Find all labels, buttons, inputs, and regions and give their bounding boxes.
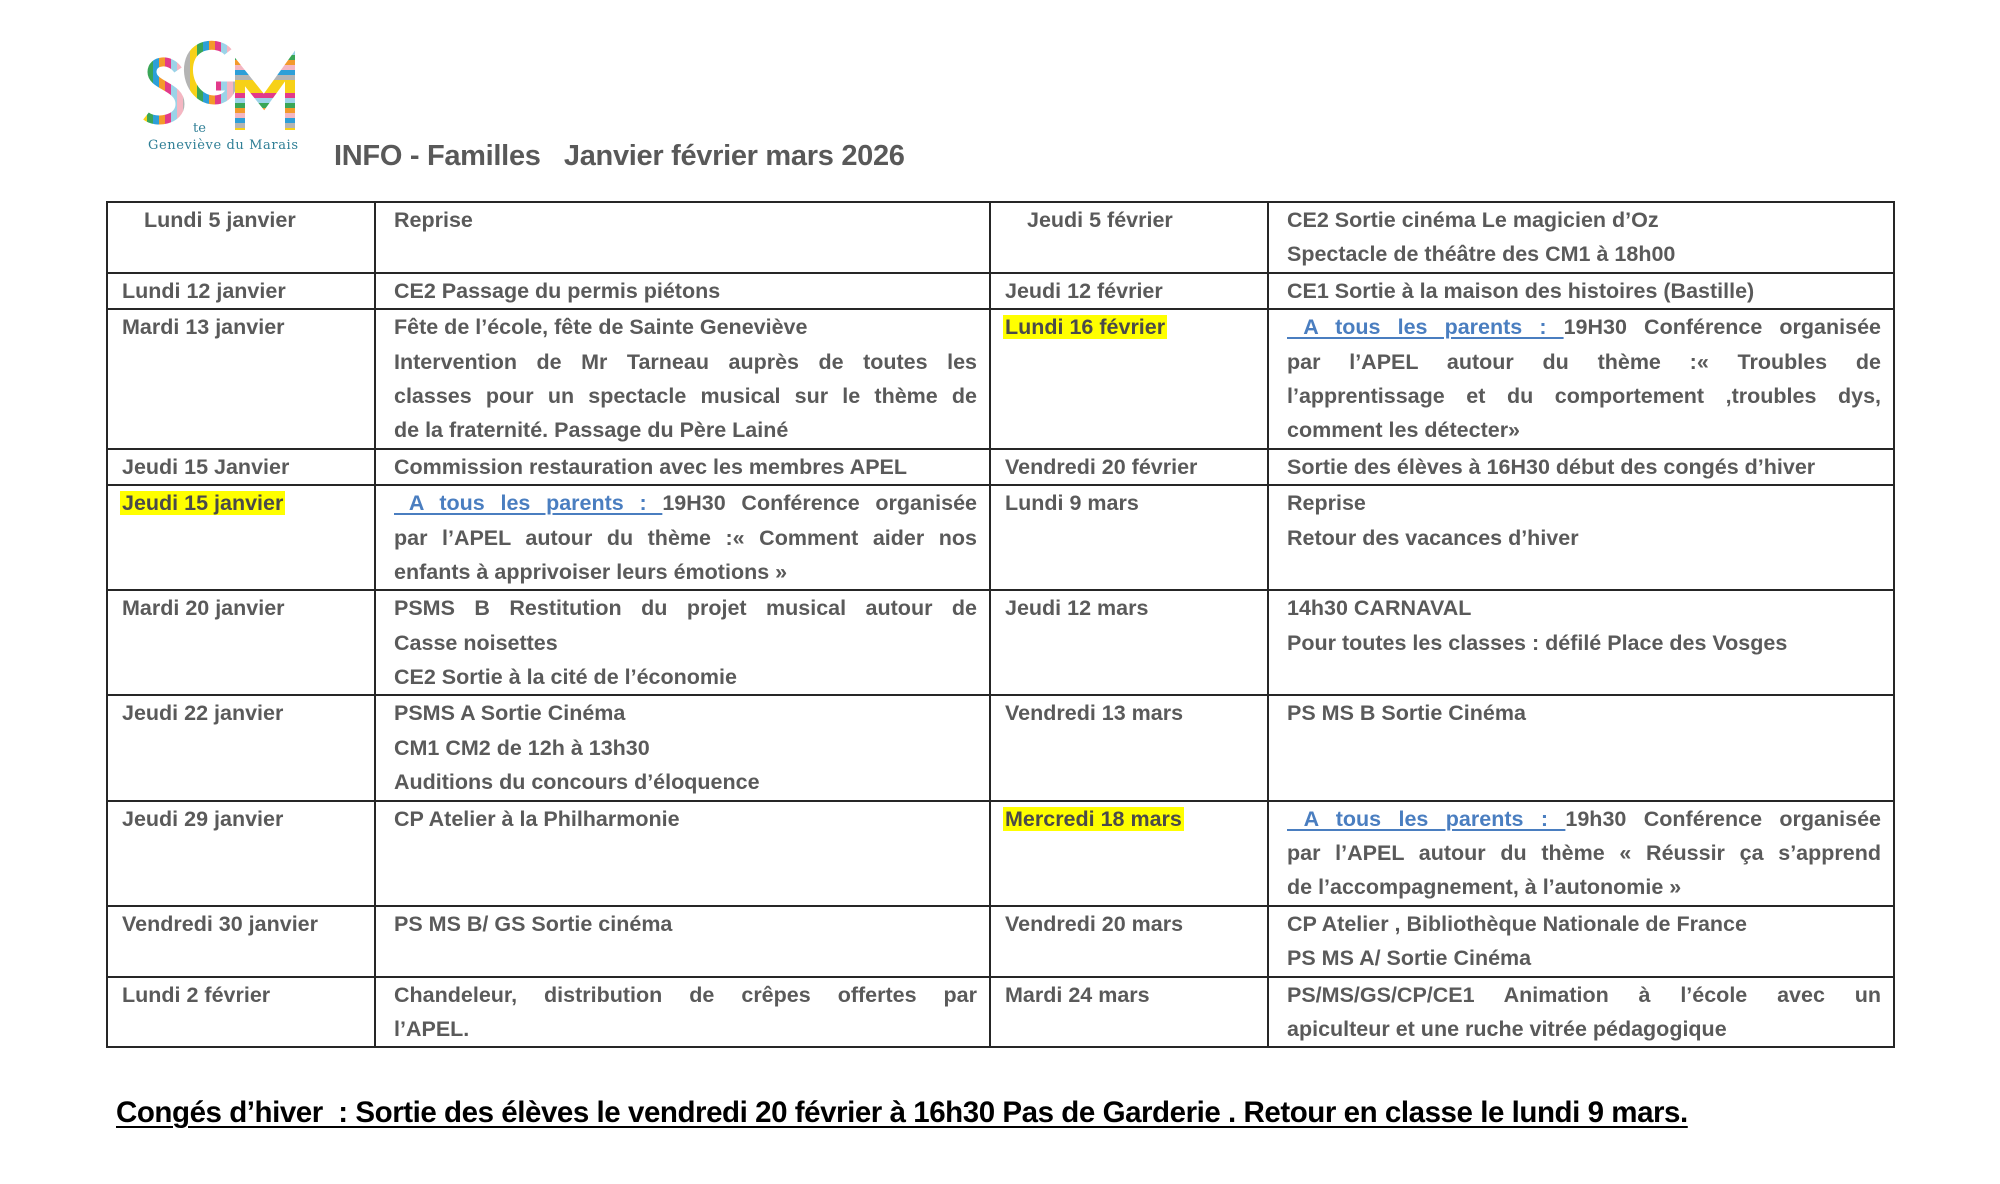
event-date: Mardi 24 mars — [1005, 982, 1150, 1007]
event-date-cell — [107, 449, 375, 485]
event-description-text: CP Atelier à la Philharmonie — [394, 806, 680, 831]
event-date-cell — [107, 906, 375, 977]
event-date-cell — [990, 485, 1268, 590]
event-date: Vendredi 20 mars — [1005, 911, 1184, 936]
event-description-cell — [1268, 906, 1894, 977]
event-date-cell — [990, 906, 1268, 977]
parents-notice-link[interactable]: A tous les parents : — [1287, 315, 1564, 340]
event-description-text: Intervention de Mr Tarneau auprès de toutes les — [394, 349, 977, 374]
event-description-text: par l’APEL autour du thème :« Troubles de — [1287, 349, 1881, 374]
event-description-text: Retour des vacances d’hiver — [1287, 525, 1579, 550]
event-description-line — [1287, 591, 1881, 625]
event-description-line — [394, 696, 977, 730]
event-description-text: 14h30 CARNAVAL — [1287, 596, 1472, 621]
event-description-line — [394, 765, 977, 799]
event-description-line — [1287, 274, 1881, 308]
event-description-text: CE1 Sortie à la maison des histoires (Bastille) — [1287, 278, 1755, 303]
event-date-cell — [107, 485, 375, 590]
event-description-cell — [375, 309, 990, 449]
event-description-cell — [1268, 273, 1894, 309]
agenda-row — [107, 590, 1894, 695]
agenda-row — [107, 801, 1894, 906]
event-date-cell — [990, 202, 1268, 273]
event-description-text: apiculteur et une ruche vitrée pédagogique — [1287, 1016, 1727, 1041]
event-description-line — [1287, 379, 1881, 413]
event-description-line — [1287, 450, 1881, 484]
winter-break-note: Congés d’hiver : Sortie des élèves le vendredi 20 février à 16h30 Pas de Garderie . Retour en classe le lundi 9 mars. — [116, 1096, 1688, 1129]
event-description-text: CE2 Passage du permis piétons — [394, 278, 721, 303]
event-description-cell — [375, 449, 990, 485]
event-date: Lundi 5 janvier — [144, 208, 296, 232]
event-date: Jeudi 29 janvier — [122, 806, 284, 831]
event-description-text: Commission restauration avec les membres APEL — [394, 454, 908, 479]
event-date: Jeudi 15 Janvier — [122, 454, 290, 479]
event-description-line — [1287, 626, 1881, 660]
logo-letter-g — [188, 45, 232, 100]
event-date: Mardi 13 janvier — [122, 315, 285, 340]
event-description-text: enfants à apprivoiser leurs émotions » — [394, 559, 788, 584]
event-description-line — [394, 521, 977, 555]
event-description-cell — [375, 273, 990, 309]
event-date: Jeudi 12 février — [1005, 278, 1163, 303]
event-date-cell — [990, 977, 1268, 1048]
event-description-line — [394, 274, 977, 308]
event-description-cell — [375, 202, 990, 273]
event-description-line — [394, 203, 977, 237]
parents-notice-link[interactable]: A tous les parents : — [1287, 806, 1566, 831]
event-description-cell — [1268, 309, 1894, 449]
event-description-text: Sortie des élèves à 16H30 début des congés d’hiver — [1287, 454, 1816, 479]
event-description-text: Reprise — [1287, 491, 1366, 516]
event-date: Mardi 20 janvier — [122, 596, 285, 621]
event-description-text: PS MS B/ GS Sortie cinéma — [394, 911, 673, 936]
agenda-row — [107, 485, 1894, 590]
event-date: Jeudi 12 mars — [1005, 596, 1149, 621]
event-description-text: 19h30 Conférence organisée — [1565, 806, 1881, 831]
event-description-line — [394, 1012, 977, 1046]
event-date-cell — [107, 590, 375, 695]
agenda-row — [107, 695, 1894, 800]
event-description-text: par l’APEL autour du thème « Réussir ça s’apprend — [1287, 841, 1881, 866]
event-date-cell — [107, 801, 375, 906]
school-logo — [140, 40, 310, 160]
event-description-line — [1287, 870, 1881, 904]
event-description-line — [1287, 345, 1881, 379]
logo-letter-m — [240, 66, 290, 130]
event-description-line — [394, 310, 977, 344]
event-date-highlighted: Jeudi 15 janvier — [122, 491, 284, 516]
event-description-line — [394, 626, 977, 660]
event-description-line — [394, 345, 977, 379]
event-description-line — [1287, 978, 1881, 1012]
event-date: Jeudi 22 janvier — [122, 701, 284, 726]
logo-superscript: te — [193, 121, 206, 136]
event-description-line — [394, 802, 977, 836]
event-date-cell — [990, 309, 1268, 449]
event-description-text: Pour toutes les classes : défilé Place des Vosges — [1287, 630, 1788, 655]
event-description-text: PSMS B Restitution du projet musical autour de — [394, 596, 977, 621]
event-description-cell — [1268, 977, 1894, 1048]
event-date: Vendredi 30 janvier — [122, 911, 318, 936]
event-date: Lundi 2 février — [122, 982, 271, 1007]
event-description-line — [394, 907, 977, 941]
sgm-logo-mark — [140, 40, 310, 140]
event-description-line — [394, 413, 977, 447]
event-description-text: CM1 CM2 de 12h à 13h30 — [394, 735, 650, 760]
agenda-row — [107, 309, 1894, 449]
event-description-line — [1287, 310, 1881, 344]
event-description-text: CP Atelier , Bibliothèque Nationale de France — [1287, 911, 1747, 936]
event-description-text: PS MS B Sortie Cinéma — [1287, 701, 1526, 726]
agenda-row — [107, 202, 1894, 273]
event-description-text: 19H30 Conférence organisée — [662, 491, 977, 516]
event-date: Jeudi 5 février — [1027, 208, 1173, 232]
event-date-highlighted: Lundi 16 février — [1005, 315, 1166, 340]
event-description-line — [1287, 696, 1881, 730]
agenda-row — [107, 273, 1894, 309]
agenda-row — [107, 906, 1894, 977]
event-description-text: l’apprentissage et du comportement ,troubles dys, — [1287, 383, 1881, 408]
parents-notice-link[interactable]: A tous les parents : — [394, 491, 663, 516]
agenda-row — [107, 977, 1894, 1048]
event-description-text: par l’APEL autour du thème :« Comment aider nos — [394, 525, 977, 550]
event-date-cell — [990, 449, 1268, 485]
event-description-line — [394, 660, 977, 694]
event-description-cell — [375, 485, 990, 590]
event-description-line — [1287, 486, 1881, 520]
event-description-text: classes pour un spectacle musical sur le thème de — [394, 383, 977, 408]
event-description-text: PSMS A Sortie Cinéma — [394, 701, 626, 726]
event-description-line — [394, 379, 977, 413]
event-description-cell — [1268, 485, 1894, 590]
event-date-cell — [107, 695, 375, 800]
event-date-cell — [107, 977, 375, 1048]
event-description-cell — [1268, 449, 1894, 485]
event-description-text: l’APEL. — [394, 1016, 470, 1041]
event-description-line — [1287, 203, 1881, 237]
logo-subtitle: Geneviève du Marais — [148, 138, 299, 153]
event-description-text: PS MS A/ Sortie Cinéma — [1287, 946, 1532, 971]
event-description-line — [1287, 907, 1881, 941]
event-date-cell — [990, 801, 1268, 906]
event-date-cell — [107, 273, 375, 309]
event-description-text: Chandeleur, distribution de crêpes offertes par — [394, 982, 977, 1007]
event-description-cell — [375, 590, 990, 695]
event-description-text: Fête de l’école, fête de Sainte Geneviève — [394, 315, 808, 340]
event-description-line — [394, 555, 977, 589]
event-description-line — [394, 731, 977, 765]
agenda-body — [107, 202, 1894, 1047]
event-description-line — [1287, 413, 1881, 447]
event-description-cell — [1268, 801, 1894, 906]
event-description-cell — [1268, 695, 1894, 800]
event-description-text: Reprise — [394, 208, 473, 232]
event-description-text: PS/MS/GS/CP/CE1 Animation à l’école avec un — [1287, 982, 1881, 1007]
event-description-text: comment les détecter» — [1287, 418, 1521, 443]
event-description-cell — [1268, 202, 1894, 273]
event-description-text: Spectacle de théâtre des CM1 à 18h00 — [1287, 242, 1676, 267]
event-description-cell — [375, 801, 990, 906]
event-description-line — [394, 591, 977, 625]
event-description-text: de la fraternité. Passage du Père Lainé — [394, 418, 789, 443]
event-description-cell — [375, 906, 990, 977]
event-description-line — [1287, 802, 1881, 836]
event-description-line — [394, 978, 977, 1012]
event-description-line — [1287, 521, 1881, 555]
agenda-table — [106, 201, 1895, 1048]
event-description-cell — [375, 977, 990, 1048]
page-title: INFO - Familles Janvier février mars 2026 — [334, 140, 905, 172]
event-date: Lundi 12 janvier — [122, 278, 286, 303]
event-date-cell — [990, 695, 1268, 800]
event-description-text: de l’accompagnement, à l’autonomie » — [1287, 875, 1682, 900]
event-description-text: CE2 Sortie cinéma Le magicien d’Oz — [1287, 208, 1659, 232]
event-description-text: Casse noisettes — [394, 630, 558, 655]
event-description-line — [1287, 1012, 1881, 1046]
event-description-line — [1287, 237, 1881, 271]
agenda-row — [107, 449, 1894, 485]
event-date: Vendredi 20 février — [1005, 454, 1198, 479]
event-date-cell — [990, 273, 1268, 309]
event-description-line — [394, 486, 977, 520]
event-date: Vendredi 13 mars — [1005, 701, 1184, 726]
event-description-cell — [375, 695, 990, 800]
event-date: Lundi 9 mars — [1005, 491, 1139, 516]
event-description-line — [1287, 836, 1881, 870]
event-description-line — [394, 450, 977, 484]
event-description-text: 19H30 Conférence organisée — [1563, 315, 1881, 340]
event-description-text: Auditions du concours d’éloquence — [394, 770, 760, 795]
event-date-cell — [107, 202, 375, 273]
event-date-cell — [990, 590, 1268, 695]
event-description-text: CE2 Sortie à la cité de l’économie — [394, 665, 737, 690]
event-date-cell — [107, 309, 375, 449]
event-description-cell — [1268, 590, 1894, 695]
event-date-highlighted: Mercredi 18 mars — [1005, 806, 1182, 831]
event-description-line — [1287, 941, 1881, 975]
logo-letter-s — [146, 62, 180, 120]
